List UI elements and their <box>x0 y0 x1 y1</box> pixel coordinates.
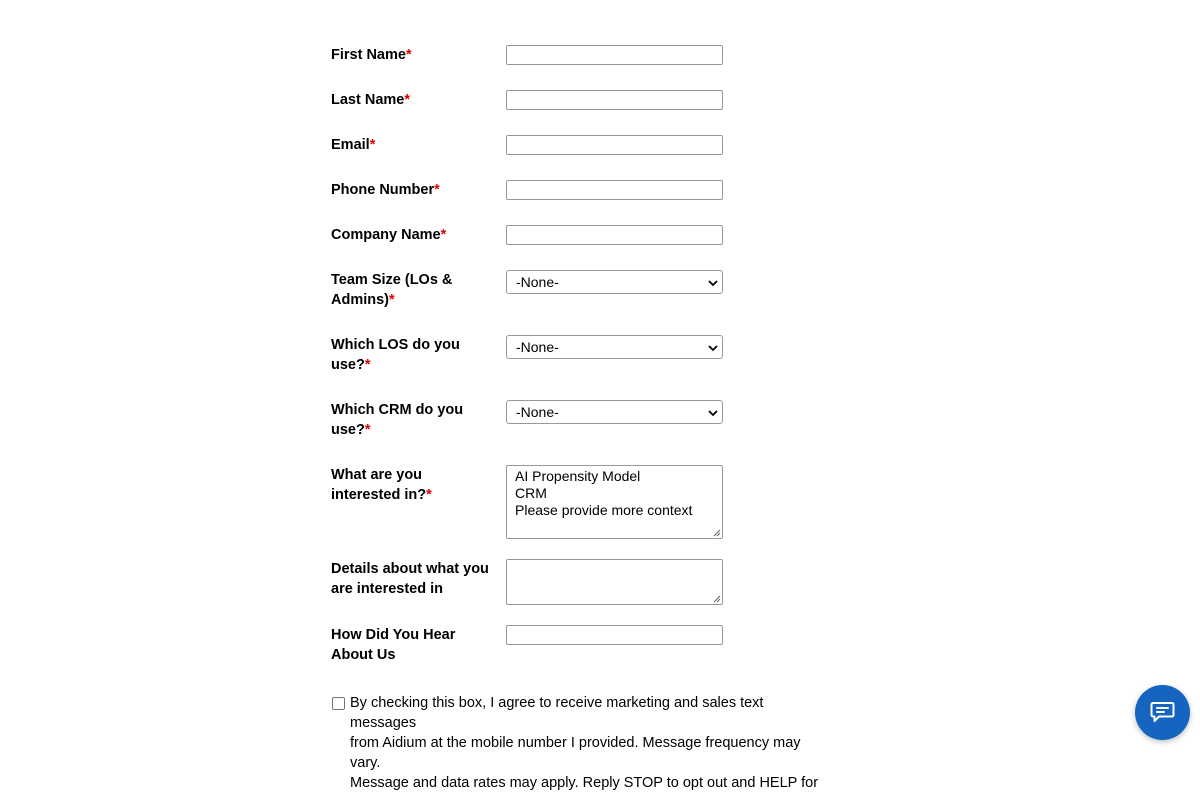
phone-label: Phone Number* <box>331 182 440 198</box>
last-name-input[interactable] <box>506 90 723 110</box>
chat-icon <box>1150 701 1175 723</box>
interest-option[interactable]: AI Propensity Model <box>515 468 641 484</box>
interest-option[interactable]: Please provide more context <box>515 502 693 518</box>
crm-selected-value: -None- <box>516 404 559 420</box>
resize-grip-icon[interactable] <box>713 529 721 537</box>
chevron-down-icon <box>708 343 718 353</box>
interest-option[interactable]: CRM <box>515 485 547 501</box>
hear-label: How Did You Hear About Us <box>331 627 456 663</box>
team-size-selected-value: -None- <box>516 274 559 290</box>
email-input[interactable] <box>506 135 723 155</box>
chevron-down-icon <box>708 408 718 418</box>
company-label: Company Name* <box>331 227 447 243</box>
crm-label: Which CRM do you use?* <box>331 402 464 438</box>
first-name-input[interactable] <box>506 45 723 65</box>
details-label: Details about what you are interested in <box>331 561 489 597</box>
last-name-label: Last Name* <box>331 92 410 108</box>
email-label: Email* <box>331 137 376 153</box>
resize-grip-icon[interactable] <box>713 595 721 603</box>
interest-label: What are you interested in?* <box>331 467 432 503</box>
los-select[interactable] <box>506 335 723 359</box>
interest-multiselect[interactable] <box>506 465 723 539</box>
hear-input[interactable] <box>506 625 723 645</box>
crm-select[interactable] <box>506 400 723 424</box>
chevron-down-icon <box>708 278 718 288</box>
phone-input[interactable] <box>506 180 723 200</box>
sms-consent-text: By checking this box, I agree to receive marketing and sales text messages from Aidium at the mobile number I provided. Message frequency may vary. Message and data rates may apply. Reply STOP to opt out and HELP for <box>350 695 819 791</box>
first-name-label: First Name* <box>331 47 412 63</box>
team-size-label: Team Size (LOs & Admins)* <box>331 272 453 308</box>
los-label: Which LOS do you use?* <box>331 337 460 373</box>
details-textarea[interactable] <box>506 559 723 605</box>
company-input[interactable] <box>506 225 723 245</box>
sms-consent-checkbox[interactable] <box>332 697 345 710</box>
team-size-select[interactable] <box>506 270 723 294</box>
los-selected-value: -None- <box>516 339 559 355</box>
chat-button[interactable] <box>1135 685 1190 740</box>
